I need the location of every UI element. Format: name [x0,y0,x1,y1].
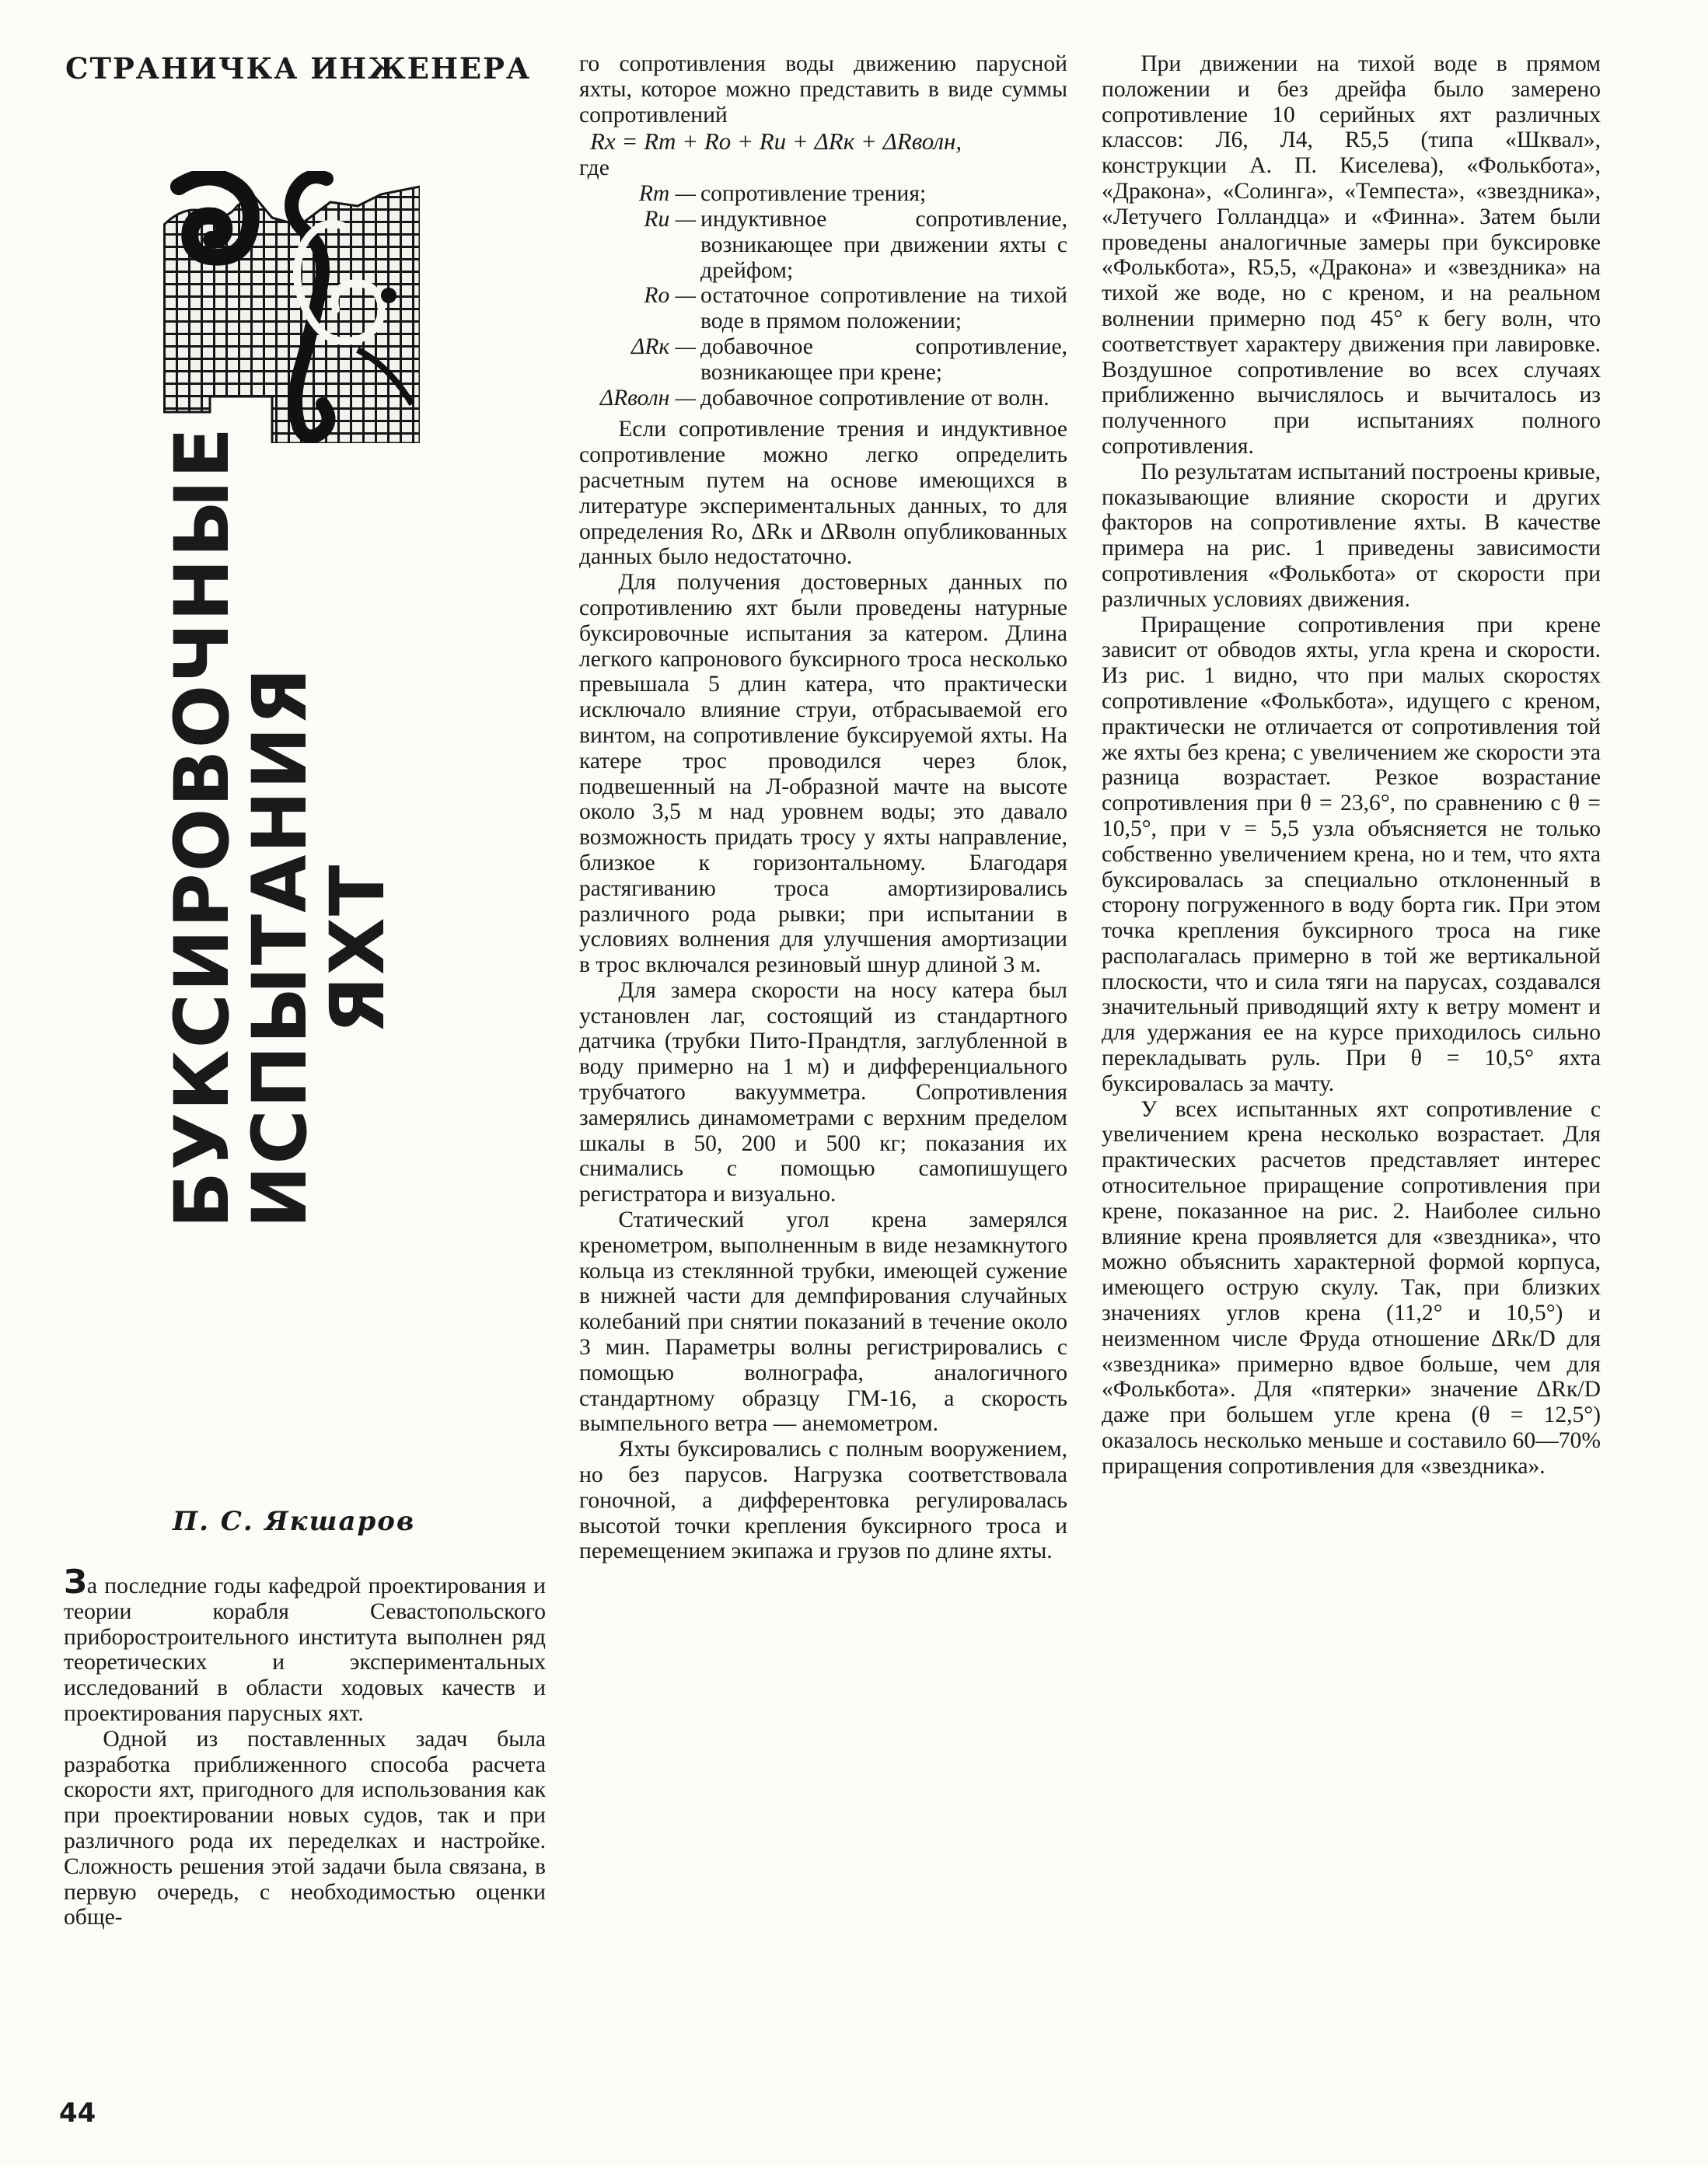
definition-item: Rо — остаточное сопротивление на тихой воде в прямом положении; [644,283,1067,334]
right-paragraph-2: По результатам испытаний построены кривые, показывающие влияние скорости и других факторов на сопротивление яхты. В качестве примера на рис. 1 приведены зависимости сопротивления «Фолькбота» от скорости при различных условиях движения. [1102,459,1601,612]
author-name: П. С. Якшаров [173,1506,416,1537]
title-line-1: БУКСИРОВОЧНЫЕ [159,425,246,1228]
intro-paragraph-1: За последние годы кафедрой проектирования и теории корабля Севастопольского приборостроительного института выполнен ряд теоретических и экспериментальных исследований в области ходовых качеств и проектирования парусных яхт. [64,1563,546,1726]
right-column [1102,51,1601,1480]
definition-item: ΔRк — добавочное сопротивление, возникающее при крене; [630,334,1067,385]
middle-paragraph-4: Для замера скорости на носу катера был установлен лаг, состоящий из стандартного датчика (трубки Пито-Прандтля, заглубленной в воду примерно на 1 м) и дифференциального трубчатого вакуумметра. Сопротивления замерялись динамометрами с верхним пределом шкалы в 50, 200 и 500 кг; показания их снимались с помощью самопишущего регистратора и визуально. [579,977,1067,1207]
definition-item: Rи — индуктивное сопротивление, возникающее при движении яхты с дрейфом; [644,206,1067,283]
middle-paragraph-2: Если сопротивление трения и индуктивное сопротивление можно легко определить расчетным путем на основе имеющихся в литературе экспериментальных данных, то для определения Rо, ΔRк и ΔRволн опубликованных данных было недостаточно. [579,417,1067,570]
where-label: где [579,155,610,181]
clef-grid-logo-icon [163,171,420,443]
definition-item: ΔRволн — добавочное сопротивление от волн. [599,385,1050,410]
section-rubric: СТРАНИЧКА ИНЖЕНЕРА [65,51,532,86]
definition-item: Rт — сопротивление трения; [638,181,927,207]
right-paragraph-1: При движении на тихой воде в прямом положении и без дрейфа было замерено сопротивление 10 серийных яхт различных классов: Л6, Л4, R5,5 (типа «Шквал», конструкции А. П. Киселева), «Фолькбота», «Дракона», «Солинга», «Темпеста», «звездника», «Летучего Голландца» и «Финна». Затем были проведены аналогичные замеры при буксировке «Фолькбота», R5,5, «Дракона» и «звездника» на тихой же воде, но с креном, и на реальном волнении примерно под 45° к бегу волн, что соответствует характеру движения при лавировке. Воздушное сопротивление во всех случаях приближенно вычислялось и вычиталось из полученного при испытаниях полного сопротивления. [1102,51,1601,459]
middle-paragraph-1: го сопротивления воды движению парусной яхты, которое можно представить в виде суммы сопротивлений [579,51,1067,128]
intro-paragraph-2: Одной из поставленных задач была разработка приближенного способа расчета скорости яхт, пригодного для использования как при проектировании новых судов, так и при различного рода их переделках и настройке. Сложность решения этой задачи была связана, в первую очередь, с необходимостью оценки обще- [64,1726,546,1930]
drop-cap: З [64,1563,87,1601]
article-title [159,425,404,1228]
middle-column [579,51,1067,1564]
middle-paragraph-3: Для получения достоверных данных по сопротивлению яхт были проведены натурные буксировочные испытания за катером. Длина легкого капронового буксирного троса несколько превышала 5 длин катера, что практически исключало влияние струи, отбрасываемой его винтом, на сопротивление буксируемой яхты. На катере трос проводился через блок, подвешенный на Л-образной мачте на высоте около 3,5 м над уровнем воды; это давало возможность придать тросу у яхты направление, близкое к горизонтальному. Благодаря растягиванию троса амортизировались различного рода рывки; при испытании в условиях волнения для улучшения амортизации в трос включался резиновый шнур длиной 3 м. [579,570,1067,978]
resistance-formula: Rx = Rт + Rо + Rи + ΔRк + ΔRволн, [590,128,962,155]
right-paragraph-4: У всех испытанных яхт сопротивление с увеличением крена несколько возрастает. Для практических расчетов представляет интерес относительное приращение сопротивления при крене, показанное на рис. 2. Наиболее сильно влияние крена проявляется для «звездника», что можно объяснить характерной формой корпуса, имеющего острую скулу. Так, при близких значениях углов крена (11,2° и 10,5°) и неизменном числе Фруда отношение ΔRк/D для «звездника» примерно вдвое больше, чем для «Фолькбота». Для «пятерки» значение ΔRк/D даже при большем угле крена (θ = 12,5°) оказалось несколько меньше и составило 60—70% приращения сопротивления для «звездника». [1102,1096,1601,1479]
title-line-2: ИСПЫТАНИЯ [236,666,323,1228]
middle-paragraph-6: Яхты буксировались с полным вооружением, но без парусов. Нагрузка соответствовала гоночной, а дифферентовка регулировалась высотой точки крепления буксирного троса и перемещением экипажа и грузов по длине яхты. [579,1437,1067,1564]
middle-paragraph-5: Статический угол крена замерялся кренометром, выполненным в виде незамкнутого кольца из стеклянной трубки, имеющей сужение в нижней части для демпфирования случайных колебаний при снятии показаний в течение около 3 мин. Параметры волны регистрировались с помощью волнографа, аналогичного стандартному образцу ГМ-16, а скорость вымпельного ветра — анемометром. [579,1207,1067,1437]
formula-definitions [579,155,1067,410]
page-number: 44 [59,2098,96,2129]
title-line-3: ЯХТ [314,863,401,1034]
right-paragraph-3: Приращение сопротивления при крене зависит от обводов яхты, угла крена и скорости. Из рис. 1 видно, что при малых скоростях сопротивление «Фолькбота», идущего с креном, практически не отличается от сопротивления той же яхты без крена; с увеличением же скорости эта разница возрастает. Резкое возрастание сопротивления при θ = 23,6°, по сравнению с θ = 10,5°, при v = 5,5 узла объясняется не только собственно увеличением крена, но и тем, что яхта буксировалась за специально отклоненный в сторону погруженного в воду борта гик. При этом точка крепления буксирного троса на гике располагалась примерно в той же вертикальной плоскости, что и сила тяги на парусах, создавался значительный приводящий яхту к ветру момент и для удержания ее на курсе приходилось сильно перекладывать руль. При θ = 10,5° яхта буксировалась за мачту. [1102,612,1601,1096]
intro-column [64,1563,546,1930]
